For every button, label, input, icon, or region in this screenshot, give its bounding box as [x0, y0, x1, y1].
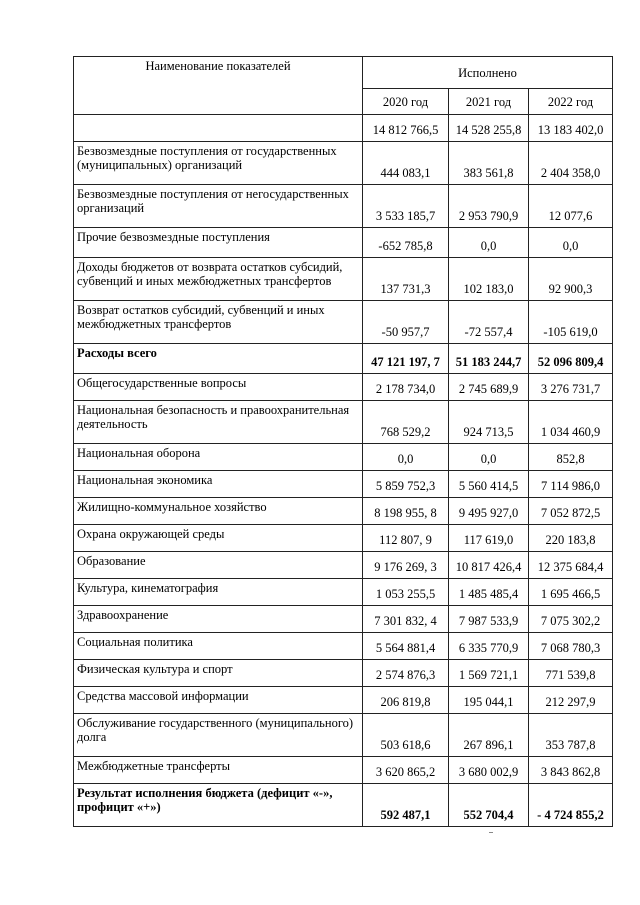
- value-cell: 1 485 485,4: [449, 579, 529, 606]
- year-header-2022: 2022 год: [529, 89, 613, 115]
- year-header-2020: 2020 год: [363, 89, 449, 115]
- value-cell: 267 896,1: [449, 714, 529, 757]
- table-row: [74, 552, 613, 579]
- value-cell: 0,0: [363, 444, 449, 471]
- value-cell: 8 198 955, 8: [363, 498, 449, 525]
- table-row: [74, 142, 613, 185]
- value-cell: 212 297,9: [529, 687, 613, 714]
- value-cell: 13 183 402,0: [529, 115, 613, 142]
- table-row: [74, 525, 613, 552]
- value-cell: 47 121 197, 7: [363, 344, 449, 374]
- row-name: Расходы всего: [74, 344, 363, 374]
- value-cell: 92 900,3: [529, 258, 613, 301]
- table-row: [74, 185, 613, 228]
- table-row: [74, 606, 613, 633]
- table-row: [74, 258, 613, 301]
- table-row: [74, 471, 613, 498]
- value-cell: - 4 724 855,2: [529, 784, 613, 827]
- value-cell: 3 276 731,7: [529, 374, 613, 401]
- row-name: Национальная экономика: [74, 471, 363, 498]
- value-cell: 112 807, 9: [363, 525, 449, 552]
- row-name: Национальная безопасность и правоохранительная деятельность: [74, 401, 363, 444]
- value-cell: 0,0: [449, 444, 529, 471]
- value-cell: 0,0: [529, 228, 613, 258]
- executed-header: Исполнено: [363, 57, 613, 89]
- row-name: Средства массовой информации: [74, 687, 363, 714]
- value-cell: 220 183,8: [529, 525, 613, 552]
- value-cell: 7 114 986,0: [529, 471, 613, 498]
- value-cell: 3 843 862,8: [529, 757, 613, 784]
- row-name: Обслуживание государственного (муниципального) долга: [74, 714, 363, 757]
- value-cell: -72 557,4: [449, 301, 529, 344]
- row-name: Безвозмездные поступления от государственных (муниципальных) организаций: [74, 142, 363, 185]
- row-name: Здравоохранение: [74, 606, 363, 633]
- row-name: Межбюджетные трансферты: [74, 757, 363, 784]
- table-row: [74, 401, 613, 444]
- row-name: [74, 115, 363, 142]
- value-cell: 503 618,6: [363, 714, 449, 757]
- value-cell: -652 785,8: [363, 228, 449, 258]
- row-name: Культура, кинематография: [74, 579, 363, 606]
- row-name: Социальная политика: [74, 633, 363, 660]
- value-cell: 0,0: [449, 228, 529, 258]
- table-row: [74, 301, 613, 344]
- value-cell: 10 817 426,4: [449, 552, 529, 579]
- value-cell: 1 053 255,5: [363, 579, 449, 606]
- value-cell: 1 569 721,1: [449, 660, 529, 687]
- value-cell: 7 052 872,5: [529, 498, 613, 525]
- row-name: Возврат остатков субсидий, субвенций и иных межбюджетных трансфертов: [74, 301, 363, 344]
- scan-mark: [489, 832, 493, 833]
- value-cell: -50 957,7: [363, 301, 449, 344]
- table-body: [74, 115, 613, 827]
- value-cell: 924 713,5: [449, 401, 529, 444]
- table-row: [74, 498, 613, 525]
- value-cell: 552 704,4: [449, 784, 529, 827]
- value-cell: 6 335 770,9: [449, 633, 529, 660]
- value-cell: 137 731,3: [363, 258, 449, 301]
- value-cell: 1 034 460,9: [529, 401, 613, 444]
- table-row: [74, 115, 613, 142]
- value-cell: 5 564 881,4: [363, 633, 449, 660]
- value-cell: 9 495 927,0: [449, 498, 529, 525]
- value-cell: 7 068 780,3: [529, 633, 613, 660]
- budget-table: [73, 56, 613, 827]
- table-row: [74, 687, 613, 714]
- row-name: Жилищно-коммунальное хозяйство: [74, 498, 363, 525]
- value-cell: 3 533 185,7: [363, 185, 449, 228]
- value-cell: 12 077,6: [529, 185, 613, 228]
- value-cell: 7 301 832, 4: [363, 606, 449, 633]
- year-header-2021: 2021 год: [449, 89, 529, 115]
- table-row: [74, 444, 613, 471]
- value-cell: 102 183,0: [449, 258, 529, 301]
- value-cell: 14 528 255,8: [449, 115, 529, 142]
- value-cell: 383 561,8: [449, 142, 529, 185]
- row-name: Безвозмездные поступления от негосударственных организаций: [74, 185, 363, 228]
- value-cell: 9 176 269, 3: [363, 552, 449, 579]
- value-cell: 195 044,1: [449, 687, 529, 714]
- value-cell: 5 859 752,3: [363, 471, 449, 498]
- value-cell: 2 574 876,3: [363, 660, 449, 687]
- value-cell: 5 560 414,5: [449, 471, 529, 498]
- value-cell: 2 745 689,9: [449, 374, 529, 401]
- table-row: [74, 784, 613, 827]
- row-name: Прочие безвозмездные поступления: [74, 228, 363, 258]
- value-cell: 2 404 358,0: [529, 142, 613, 185]
- table-row: [74, 344, 613, 374]
- row-name: Результат исполнения бюджета (дефицит «-», профицит «+»): [74, 784, 363, 827]
- table-row: [74, 660, 613, 687]
- value-cell: 7 075 302,2: [529, 606, 613, 633]
- value-cell: 2 178 734,0: [363, 374, 449, 401]
- value-cell: 1 695 466,5: [529, 579, 613, 606]
- value-cell: 51 183 244,7: [449, 344, 529, 374]
- value-cell: 117 619,0: [449, 525, 529, 552]
- row-name: Доходы бюджетов от возврата остатков субсидий, субвенций и иных межбюджетных трансфертов: [74, 258, 363, 301]
- row-name: Национальная оборона: [74, 444, 363, 471]
- value-cell: -105 619,0: [529, 301, 613, 344]
- table-row: [74, 757, 613, 784]
- row-name: Охрана окружающей среды: [74, 525, 363, 552]
- row-name: Образование: [74, 552, 363, 579]
- value-cell: 353 787,8: [529, 714, 613, 757]
- value-cell: 592 487,1: [363, 784, 449, 827]
- value-cell: 852,8: [529, 444, 613, 471]
- value-cell: 2 953 790,9: [449, 185, 529, 228]
- value-cell: 3 680 002,9: [449, 757, 529, 784]
- value-cell: 768 529,2: [363, 401, 449, 444]
- value-cell: 7 987 533,9: [449, 606, 529, 633]
- value-cell: 444 083,1: [363, 142, 449, 185]
- row-name: Общегосударственные вопросы: [74, 374, 363, 401]
- indicator-header: Наименование показателей: [74, 57, 363, 115]
- value-cell: 12 375 684,4: [529, 552, 613, 579]
- table-row: [74, 633, 613, 660]
- table-row: [74, 714, 613, 757]
- value-cell: 771 539,8: [529, 660, 613, 687]
- table-row: [74, 374, 613, 401]
- value-cell: 14 812 766,5: [363, 115, 449, 142]
- value-cell: 206 819,8: [363, 687, 449, 714]
- value-cell: 52 096 809,4: [529, 344, 613, 374]
- row-name: Физическая культура и спорт: [74, 660, 363, 687]
- table-row: [74, 579, 613, 606]
- value-cell: 3 620 865,2: [363, 757, 449, 784]
- table-row: [74, 228, 613, 258]
